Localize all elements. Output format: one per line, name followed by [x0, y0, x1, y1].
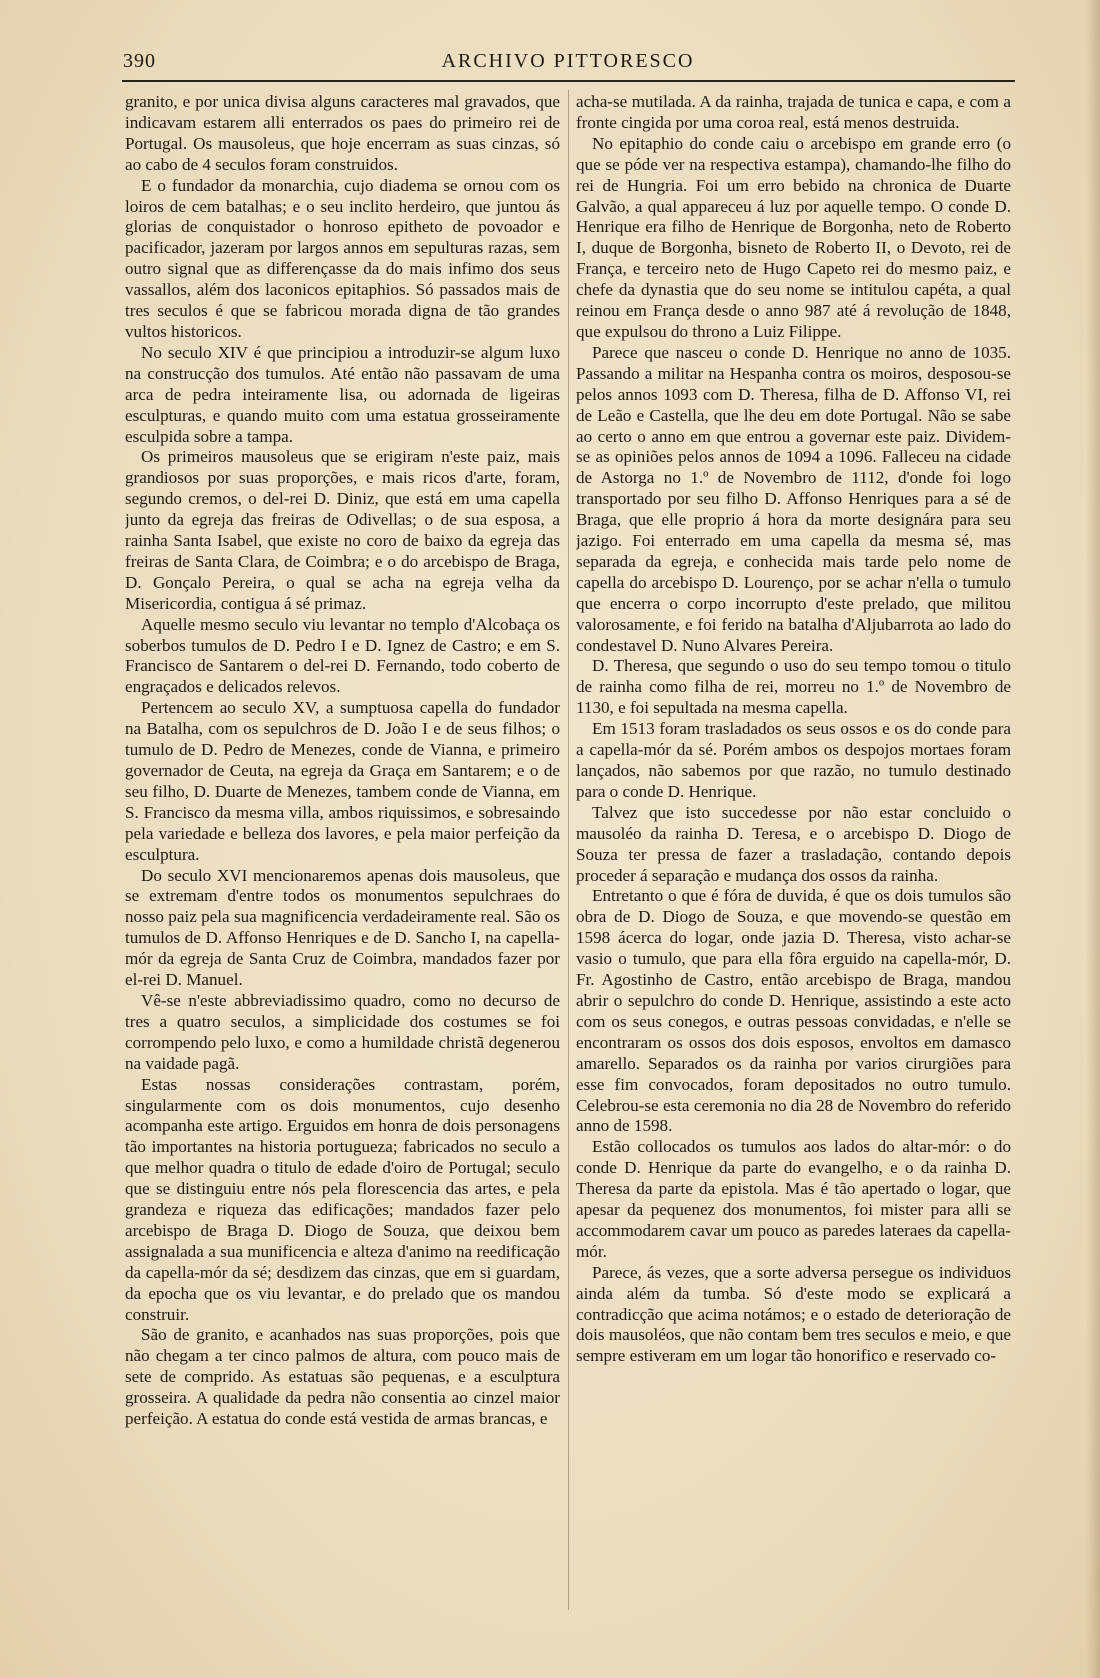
paragraph: D. Theresa, que segundo o uso do seu tempo tomou o titulo de rainha como filha de rei, morreu no 1.º de Novembro de 1130, e foi sepultada na mesma capella.	[576, 656, 1011, 718]
paragraph: Estão collocados os tumulos aos lados do altar-mór: o do conde D. Henrique da parte do evangelho, e o da rainha D. Theresa da parte da epistola. Mas é tão apertado o logar, que apesar da pequenez dos monumentos, foi mister para alli se accommodarem cavar um pouco as paredes lateraes da capella-mór.	[576, 1137, 1011, 1261]
paragraph: São de granito, e acanhados nas suas proporções, pois que não chegam a ter cinco palmos de altura, com pouco mais de sete de comprido. As estatuas são pequenas, e a esculptura grosseira. A qualidade da pedra não consentia ao cinzel maior perfeição. A estatua do conde está vestida de armas brancas, e	[125, 1325, 560, 1429]
paragraph: Estas nossas considerações contrastam, porém, singularmente com os dois monumentos, cujo desenho acompanha este artigo. Erguidos em honra de dois personagens tão importantes na historia portugueza; fabricados no seculo a que melhor quadra o titulo de edade d'oiro de Portugal; seculo que se distinguiu entre nós pela florescencia das artes, e pela grandeza e riqueza das edificações; mandados fazer pelo arcebispo de Braga D. Diogo de Souza, que deixou bem assignalada a sua munificencia e alteza d'animo na reedificação da capella-mór da sé; desdizem das cinzas, que em si guardam, da epocha que os viu levantar, e do prelado que os mandou construir.	[125, 1074, 560, 1324]
column-divider	[568, 90, 569, 1610]
paragraph: Parece, ás vezes, que a sorte adversa persegue os individuos ainda além da tumba. Só d'este modo se explicará a contradicção que acima notámos; e o estado de deterioração de dois mausoléos, que não contam bem tres seculos e meio, e que sempre estiveram em um logar tão honorifico e reservado co-	[576, 1262, 1011, 1366]
running-title: ARCHIVO PITTORESCO	[441, 50, 695, 72]
paragraph: E o fundador da monarchia, cujo diadema se ornou com os loiros de cem batalhas; e o seu inclito herdeiro, que juntou ás glorias de conquistador o honroso epitheto de povoador e pacificador, jazeram por largos annos em sepulturas razas, sem outro signal que as differençasse da do mais infimo dos seus vassallos, além dos laconicos epitaphios. Só passados mais de tres seculos é que se fabricou morada digna de tão grandes vultos historicos.	[125, 175, 560, 341]
paragraph: acha-se mutilada. A da rainha, trajada de tunica e capa, e com a fronte cingida por uma coroa real, está menos destruida.	[576, 92, 1011, 132]
paragraph: granito, e por unica divisa alguns caracteres mal gravados, que indicavam estarem alli enterrados os paes do primeiro rei de Portugal. Os mausoleus, que hoje encerram as suas cinzas, só ao cabo de 4 seculos foram construidos.	[125, 92, 560, 174]
paragraph: Vê-se n'este abbreviadissimo quadro, como no decurso de tres a quatro seculos, a simplicidade dos costumes se foi corrompendo pelo luxo, e como a humildade christã degenerou na vaidade pagã.	[125, 990, 560, 1073]
paragraph: Os primeiros mausoleus que se erigiram n'este paiz, mais grandiosos por suas proporções, e mais ricos d'arte, foram, segundo cremos, o del-rei D. Diniz, que está em uma capella junto da egreja das freiras de Odivellas; o de sua esposa, a rainha Santa Isabel, que existe no coro de baixo da egreja das freiras de Santa Clara, de Coimbra; e o do arcebispo de Braga, D. Gonçalo Pereira, o qual se acha na egreja velha da Misericordia, contigua á sé primaz.	[125, 447, 560, 613]
paragraph: Pertencem ao seculo XV, a sumptuosa capella do fundador na Batalha, com os sepulchros de D. João I e de seus filhos; o tumulo de D. Pedro de Menezes, conde de Vianna, e primeiro governador de Ceuta, na egreja da Graça em Santarem; e o de seu filho, D. Duarte de Menezes, tambem conde de Vianna, em S. Francisco da mesma villa, ambos riquissimos, e sobresaindo pela variedade e belleza dos lavores, e pela maior perfeição da esculptura.	[125, 698, 560, 864]
paragraph: Em 1513 foram trasladados os seus ossos e os do conde para a capella-mór da sé. Porém ambos os despojos mortaes foram lançados, não sabemos por que razão, no tumulo destinado para o conde D. Henrique.	[576, 719, 1011, 801]
paragraph: Aquelle mesmo seculo viu levantar no templo d'Alcobaça os soberbos tumulos de D. Pedro I e D. Ignez de Castro; e em S. Francisco de Santarem o del-rei D. Fernando, todo coberto de engraçados e delicados relevos.	[125, 614, 560, 697]
page-header	[123, 50, 1013, 80]
paragraph: Do seculo XVI mencionaremos apenas dois mausoleus, que se extremam d'entre todos os monumentos sepulchraes do nosso paiz pela sua magnificencia verdadeiramente real. São os tumulos de D. Affonso Henriques e de D. Sancho I, na capella-mór da egreja de Santa Cruz de Coimbra, mandados fazer por el-rei D. Manuel.	[125, 865, 560, 990]
paragraph: Entretanto o que é fóra de duvida, é que os dois tumulos são obra de D. Diogo de Souza, e que movendo-se questão em 1598 ácerca do logar, onde jazia D. Theresa, visto achar-se vasio o tumulo, que para ella fôra erguido na capella-mór, D. Fr. Agostinho de Castro, então arcebispo de Braga, mandou abrir o sepulchro do conde D. Henrique, assistindo a este acto com os seus conegos, e outras pessoas convidadas, e n'elle se encontraram os ossos dos dois esposos, envoltos em damasco amarello. Separados os da rainha por varios cirurgiões para esse fim convocados, foram depositados no outro tumulo. Celebrou-se esta ceremonia no dia 28 de Novembro do referido anno de 1598.	[576, 886, 1011, 1136]
page-number: 390	[123, 50, 156, 72]
page-spine-shadow	[1086, 0, 1100, 1678]
right-column	[576, 92, 1011, 1664]
paragraph: Talvez que isto succedesse por não estar concluido o mausoléo da rainha D. Teresa, e o arcebispo D. Diogo de Souza ter pressa de fazer a trasladação, contando depois proceder á separação e mudança dos ossos da rainha.	[576, 802, 1011, 885]
paragraph: No epitaphio do conde caiu o arcebispo em grande erro (o que se póde ver na respectiva estampa), chamando-lhe filho do rei de Hungria. Foi um erro bebido na chronica de Duarte Galvão, a qual appareceu á luz por aquelle tempo. O conde D. Henrique era filho de Henrique de Borgonha, neto de Roberto I, duque de Borgonha, bisneto de Roberto II, o Devoto, rei de França, e terceiro neto de Hugo Capeto rei do mesmo paiz, e chefe da dynastia que do seu nome se intitulou capéta, a qual reinou em França desde o anno 987 até á revolução de 1848, que expulsou do throno a Luiz Filippe.	[576, 133, 1011, 341]
paragraph: No seculo XIV é que principiou a introduzir-se algum luxo na construcção dos tumulos. Até então não passavam de uma arca de pedra inteiramente lisa, ou adornada de ligeiras esculpturas, e quando muito com uma estatua grosseiramente esculpida sobre a tampa.	[125, 342, 560, 446]
left-column	[125, 92, 560, 1664]
header-rule	[122, 80, 1015, 82]
paragraph: Parece que nasceu o conde D. Henrique no anno de 1035. Passando a militar na Hespanha contra os moiros, desposou-se pelos annos 1093 com D. Theresa, filha de D. Affonso VI, rei de Leão e Castella, que lhe deu em dote Portugal. Não se sabe ao certo o anno em que entrou a governar este paiz. Dividem-se as opiniões pelos annos de 1094 a 1096. Falleceu na cidade de Astorga no 1.º de Novembro de 1112, d'onde foi logo transportado por seu filho D. Affonso Henriques para a sé de Braga, que elle proprio á hora da morte designára para seu jazigo. Foi enterrado em uma capella da mesma sé, mas separada da egreja, e conhecida mais tarde pelo nome de capella do arcebispo D. Lourenço, por se achar n'ella o tumulo que encerra o corpo incorrupto d'este prelado, que militou valorosamente, e foi ferido na batalha d'Aljubarrota ao lado do condestavel D. Nuno Alvares Pereira.	[576, 342, 1011, 655]
